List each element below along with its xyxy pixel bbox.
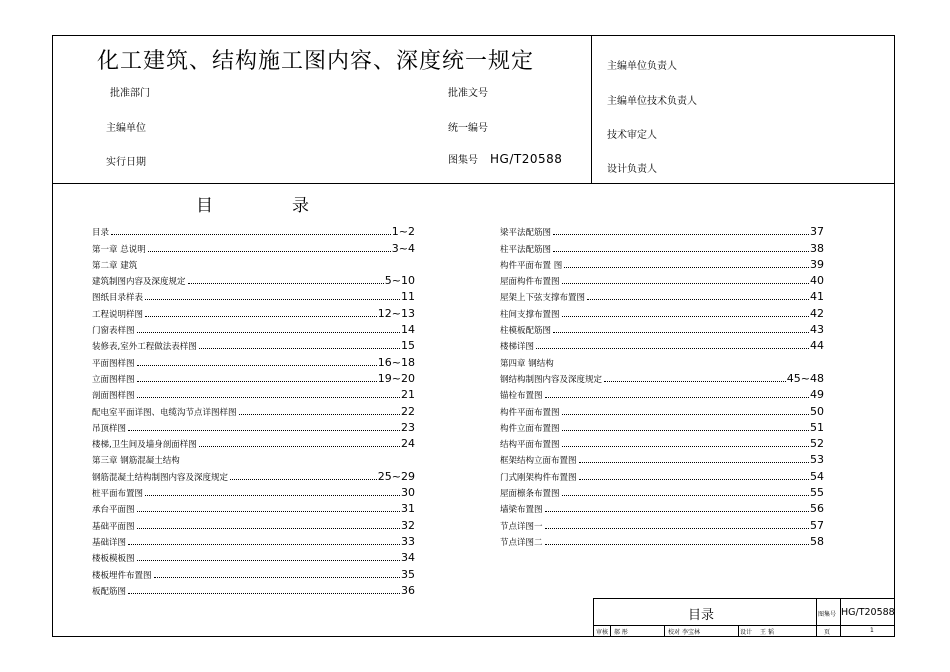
toc-leader [562,282,809,284]
toc-entry-title: 楼梯详图 [500,342,535,353]
toc-leader [579,461,809,463]
toc-entry-title: 钢筋混凝土结构制图内容及深度规定 [92,472,229,483]
atlas-no-value: HG/T20588 [490,152,563,166]
toc-entry [92,499,415,515]
toc-leader [137,527,400,529]
toc-leader [545,396,809,398]
toc-entry-title: 节点详图二 [500,537,543,548]
toc-leader [562,429,809,431]
toc-entry-page: 12~13 [377,306,415,320]
toc-leader [188,282,384,284]
toc-entry [500,385,824,401]
toc-entry-title: 锚栓布置图 [500,391,543,402]
toc-entry [92,271,415,287]
toc-leader [111,233,391,235]
toc-entry [500,450,824,466]
toc-entry [500,238,824,254]
toc-entry-page: 57 [810,518,824,532]
toc-leader [230,478,377,480]
toc-entry-title: 墙梁布置图 [500,505,543,516]
toc-entry-page: 50 [810,404,824,418]
toc-leader [562,315,809,317]
toc-entry-page: 44 [810,339,824,353]
toc-entry-title: 立面图样图 [92,374,135,385]
title-block-title: 目录 [688,608,715,623]
toc-entry-title: 建筑制图内容及深度规定 [92,277,186,288]
toc-entry-page: 49 [810,388,824,402]
toc-entry-title: 第二章 建筑 [92,260,138,271]
toc-entry-page: 16~18 [377,355,415,369]
toc-entry-title: 剖面图样图 [92,391,135,402]
unified-no-field [448,119,500,134]
toc-leader [145,315,377,317]
toc-leader [579,478,809,480]
toc-leader [128,429,400,431]
toc-entry-page: 55 [810,486,824,500]
toc-entry-title: 柱模板配筋图 [500,326,552,337]
review-name: 郝 彤 [614,629,628,636]
toc-entry [92,401,415,417]
toc-leader [137,364,377,366]
toc-entry-title: 第四章 钢结构 [500,358,554,369]
toc-right-column [500,222,824,548]
design-label: 设计 [740,629,753,636]
toc-leader [562,413,809,415]
toc-entry-page: 38 [810,241,824,255]
toc-leader [587,298,809,300]
toc-entry [92,434,415,450]
toc-leader [137,331,400,333]
toc-leader [545,543,809,545]
toc-entry-page: 15 [401,339,415,353]
toc-entry-page: 23 [401,420,415,434]
toc-entry-page: 1~2 [391,225,415,239]
toc-entry [500,369,824,385]
toc-entry-title: 楼板埋件布置图 [92,570,152,581]
toc-entry-title: 柱平法配筋图 [500,244,552,255]
toc-leader [137,510,400,512]
toc-entry-title: 门式刚架构件布置图 [500,472,577,483]
title-block [593,598,895,637]
toc-entry [500,255,824,271]
toc-leader [128,543,400,545]
toc-leader [564,266,809,268]
toc-entry-title: 承台平面图 [92,505,135,516]
toc-entry-page: 53 [810,453,824,467]
toc-entry-page: 33 [401,534,415,548]
toc-entry [92,303,415,319]
toc-entry-title: 屋面构件布置图 [500,277,560,288]
toc-entry-page: 14 [401,323,415,337]
toc-entry-title: 屋面檩条布置图 [500,489,560,500]
approval-no-label: 批准文号 [448,88,488,99]
toc-leader [239,413,400,415]
toc-entry [500,401,824,417]
toc-entry-page: 30 [401,486,415,500]
toc-entry-page: 41 [810,290,824,304]
toc-entry [92,581,415,597]
toc-entry [500,303,824,319]
toc-leader [553,331,809,333]
toc-entry-title: 节点详图一 [500,521,543,532]
toc-entry-page: 22 [401,404,415,418]
toc-entry [92,222,415,238]
toc-entry-title: 钢结构制图内容及深度规定 [500,374,603,385]
toc-left-column [92,222,415,597]
atlas-no-label: 图集号 [448,155,478,166]
toc-entry-page: 32 [401,518,415,532]
toc-entry [92,385,415,401]
toc-entry-title: 楼板模板图 [92,554,135,565]
toc-entry-title: 柱间支撑布置图 [500,309,560,320]
toc-entry [92,320,415,336]
toc-entry-title: 屋架上下弦支撑布置图 [500,293,586,304]
toc-entry-title: 构件立面布置图 [500,423,560,434]
toc-entry-page: 56 [810,502,824,516]
toc-entry-page: 40 [810,274,824,288]
toc-entry-page: 11 [401,290,415,304]
toc-entry-page: 39 [810,257,824,271]
toc-entry [92,483,415,499]
unified-no-label: 统一编号 [448,123,488,134]
toc-entry [500,320,824,336]
toc-entry [92,352,415,368]
toc-leader [545,510,809,512]
toc-leader [199,445,400,447]
toc-entry [92,336,415,352]
toc-entry-title: 工程说明样图 [92,309,144,320]
toc-entry-page: 43 [810,323,824,337]
editor-lead-label: 主编单位负责人 [607,61,677,72]
design-lead-label: 设计负责人 [607,164,657,175]
toc-entry-page: 42 [810,306,824,320]
toc-leader [553,233,809,235]
toc-leader [199,347,400,349]
toc-entry-page: 52 [810,437,824,451]
toc-leader [154,576,400,578]
toc-entry-page: 31 [401,502,415,516]
toc-entry-page: 5~10 [384,274,415,288]
document-title: 化工建筑、结构施工图内容、深度统一规定 [97,49,535,74]
atlas-no-field [448,151,562,166]
toc-entry [92,287,415,303]
effective-date-label: 实行日期 [106,157,146,168]
toc-entry-page: 54 [810,469,824,483]
toc-entry-title: 框架结构立面布置图 [500,456,577,467]
toc-entry [500,287,824,303]
tech-reviewer-label: 技术审定人 [607,130,657,141]
toc-entry [500,515,824,531]
toc-leader [604,380,786,382]
toc-leader [562,494,809,496]
toc-entry-title: 配电室平面详图、电缆沟节点详图样图 [92,407,237,418]
toc-entry [92,466,415,482]
check-label: 校对 [668,629,681,636]
toc-entry [92,515,415,531]
toc-entry-page: 36 [401,583,415,597]
toc-leader [553,250,809,252]
toc-leader [137,396,400,398]
toc-entry [500,336,824,352]
toc-entry-page: 35 [401,567,415,581]
toc-entry-title: 构件平面布置 图 [500,260,563,271]
toc-leader [545,527,809,529]
toc-leader [145,298,400,300]
toc-entry-page: 58 [810,534,824,548]
check-name: 李宝林 [682,629,701,636]
toc-entry-title: 图纸目录样表 [92,293,144,304]
toc-entry-title: 结构平面布置图 [500,440,560,451]
toc-entry-page: 21 [401,388,415,402]
toc-entry-title: 梁平法配筋图 [500,228,552,239]
toc-leader [137,380,377,382]
toc-entry [500,483,824,499]
toc-entry-title: 目录 [92,228,110,239]
toc-entry-title: 装修表,室外工程做法表样图 [92,342,197,353]
toc-entry-page: 51 [810,420,824,434]
header-separator [52,183,895,184]
toc-entry-page: 45~48 [786,371,824,385]
toc-entry-page: 3~4 [391,241,415,255]
toc-entry-title: 构件平面布置图 [500,407,560,418]
toc-entry [500,222,824,238]
toc-leader [145,494,400,496]
toc-entry-page: 25~29 [377,469,415,483]
toc-entry-title: 吊顶样图 [92,423,127,434]
page-number: 1 [870,627,874,634]
toc-entry-title: 门窗表样图 [92,326,135,337]
toc-entry-title: 楼梯,卫生间及墙身剖面样图 [92,440,197,451]
toc-entry-page: 37 [810,225,824,239]
toc-entry [92,532,415,548]
toc-chapter-heading [500,352,824,368]
title-block-atlas-label: 图集号 [818,611,837,618]
toc-chapter-heading [92,450,415,466]
toc-entry-page: 24 [401,437,415,451]
toc-entry [500,466,824,482]
toc-entry [92,238,415,254]
toc-entry-title: 平面图样图 [92,358,135,369]
editor-unit-label: 主编单位 [106,123,146,134]
toc-entry [92,564,415,580]
toc-entry [500,499,824,515]
toc-entry-title: 基础平面图 [92,521,135,532]
approval-dept-label: 批准部门 [110,88,150,99]
toc-entry-title: 板配筋图 [92,586,127,597]
toc-entry [500,418,824,434]
toc-entry [92,369,415,385]
toc-heading-left: 目 [196,196,213,216]
toc-entry-title: 基础详图 [92,537,127,548]
toc-entry-title: 第三章 钢筋混凝土结构 [92,456,180,467]
page-label: 页 [824,629,831,636]
toc-leader [536,347,809,349]
toc-entry-page: 19~20 [377,371,415,385]
design-name: 王 韬 [760,629,774,636]
toc-entry [500,434,824,450]
review-label: 审核 [596,629,609,636]
toc-heading-right: 录 [292,196,309,216]
approval-no-field [448,84,500,99]
toc-entry-title: 桩平面布置图 [92,489,144,500]
toc-entry-page: 34 [401,551,415,565]
title-block-atlas-no: HG/T20588 [841,607,895,618]
toc-leader [128,592,400,594]
toc-entry [500,532,824,548]
toc-leader [137,559,400,561]
toc-entry-title: 第一章 总说明 [92,244,146,255]
toc-entry [92,418,415,434]
toc-entry [500,271,824,287]
toc-leader [148,250,391,252]
toc-entry [92,548,415,564]
tech-lead-label: 主编单位技术负责人 [607,96,697,107]
toc-chapter-heading [92,255,415,271]
header-divider [591,35,592,183]
toc-leader [562,445,809,447]
